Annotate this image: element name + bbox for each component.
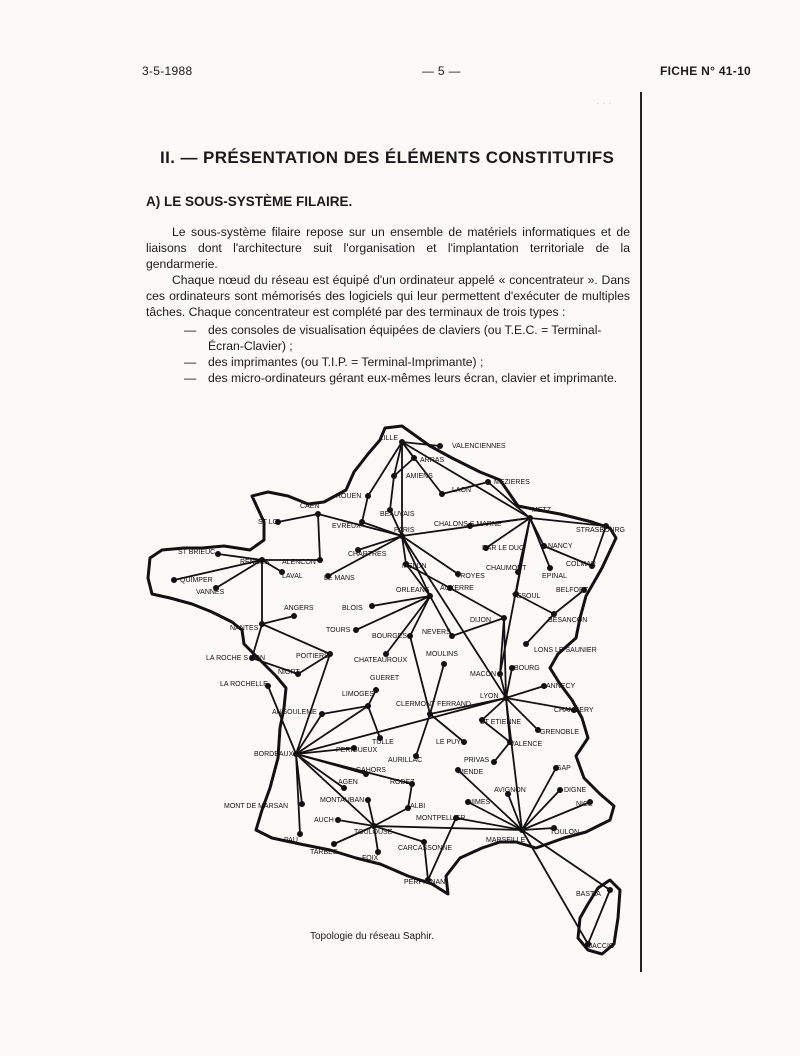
- city-label: VALENCE: [510, 741, 543, 748]
- city-label: VALENCIENNES: [452, 443, 506, 450]
- city-label: ANGOULEME: [272, 709, 317, 716]
- network-link: [278, 514, 318, 522]
- city-label: NIMES: [468, 799, 491, 806]
- city-node: [317, 557, 323, 563]
- city-node: [297, 831, 303, 837]
- city-label: BOURG: [514, 665, 540, 672]
- network-link: [268, 686, 296, 754]
- network-link: [318, 514, 320, 560]
- city-label: MONTAUBAN: [320, 797, 365, 804]
- city-label: RODEZ: [390, 779, 415, 786]
- section-title: II. — PRÉSENTATION DES ÉLÉMENTS CONSTITUTIFS: [160, 148, 615, 167]
- network-link: [494, 742, 510, 762]
- network-link: [372, 596, 430, 606]
- list-item-text: des consoles de visualisation équipées de claviers (ou T.E.C. = Terminal-Écran-Clavier) ;: [208, 323, 602, 353]
- city-label: PRIVAS: [464, 757, 490, 764]
- city-label: LE PUY: [436, 739, 461, 746]
- city-node: [501, 615, 507, 621]
- network-link: [506, 686, 544, 698]
- city-node: [319, 711, 325, 717]
- paragraph-1-text: Le sous-système filaire repose sur un ensemble de matériels informatiques et de liaisons dont l'architecture suit l'organisation et l'implantation territoriale de la gendarmerie.: [146, 225, 630, 271]
- city-label: LONS LE SAUNIER: [534, 647, 597, 654]
- city-label: AMIENS: [406, 473, 433, 480]
- network-link: [390, 476, 394, 510]
- city-label: FOIX: [362, 855, 379, 862]
- margin-rule: [640, 92, 642, 972]
- subsection-title: A) LE SOUS-SYSTÈME FILAIRE.: [146, 194, 353, 209]
- city-node: [293, 751, 299, 757]
- city-label: AURILLAC: [388, 757, 423, 764]
- city-label: TROYES: [456, 573, 485, 580]
- list-item: [184, 354, 634, 370]
- city-label: MELUN: [402, 563, 427, 570]
- network-link: [296, 654, 330, 754]
- city-label: POITIERS: [296, 653, 329, 660]
- city-label: TULLE: [372, 739, 394, 746]
- city-label: TOULON: [550, 829, 580, 836]
- city-label: BASTIA: [576, 891, 601, 898]
- city-label: BELFORT: [556, 587, 589, 594]
- city-label: QUIMPER: [180, 577, 213, 584]
- paragraph-2: [146, 272, 630, 320]
- city-label: MOULINS: [426, 651, 458, 658]
- city-label: LA ROCHE S YON: [206, 655, 266, 662]
- city-label: VESOUL: [512, 593, 541, 600]
- city-label: BORDEAUX: [254, 751, 294, 758]
- city-label: ST BRIEUC: [178, 549, 216, 556]
- city-node: [541, 543, 547, 549]
- city-node: [439, 491, 445, 497]
- city-label: RENNES: [240, 559, 270, 566]
- network-link: [506, 668, 512, 698]
- city-node: [365, 493, 371, 499]
- city-node: [437, 443, 443, 449]
- city-label: NANTES: [230, 625, 259, 632]
- city-label: ALENCON: [282, 559, 316, 566]
- network-link: [522, 830, 588, 944]
- city-node: [171, 577, 177, 583]
- city-label: GAP: [556, 765, 571, 772]
- list-item-text: des micro-ordinateurs gérant eux-mêmes leurs écran, clavier et imprimante.: [208, 371, 618, 385]
- city-node: [411, 455, 417, 461]
- network-link: [356, 596, 430, 630]
- city-node: [215, 551, 221, 557]
- network-link: [296, 754, 344, 788]
- city-label: LA ROCHELLE: [220, 681, 268, 688]
- city-node: [335, 817, 341, 823]
- city-label: MENDE: [458, 769, 484, 776]
- city-label: AVIGNON: [494, 787, 526, 794]
- city-label: DIJON: [470, 617, 491, 624]
- city-node: [461, 739, 467, 745]
- network-link: [374, 808, 408, 826]
- city-node: [503, 695, 509, 701]
- city-label: NIORT: [278, 669, 300, 676]
- city-label: AUXERRE: [440, 585, 474, 592]
- network-link: [504, 618, 506, 698]
- city-label: ANNECY: [546, 683, 576, 690]
- city-node: [365, 797, 371, 803]
- city-label: GRENOBLE: [540, 729, 579, 736]
- city-label: LYON: [480, 693, 499, 700]
- city-node: [427, 711, 433, 717]
- dash-bullet: —: [184, 371, 197, 385]
- bleed-through-text: · · ·: [596, 98, 612, 109]
- city-node: [315, 511, 321, 517]
- saphir-network-map: [140, 418, 640, 958]
- city-node: [485, 479, 491, 485]
- city-label: TOULOUSE: [354, 829, 393, 836]
- city-label: COLMAR: [566, 561, 596, 568]
- city-label: LAON: [452, 487, 472, 494]
- city-node: [547, 565, 553, 571]
- city-label: EVREUX: [332, 523, 361, 530]
- city-label: DIGNE: [564, 787, 587, 794]
- city-node: [527, 515, 533, 521]
- city-label: CHATEAUROUX: [354, 657, 408, 664]
- city-label: ANGERS: [284, 605, 314, 612]
- city-label: MACON: [470, 671, 497, 678]
- city-label: MONT DE MARSAN: [224, 803, 289, 810]
- city-label: NICE: [576, 801, 593, 808]
- city-label: GUERET: [370, 675, 400, 682]
- city-label: BAR LE DUC: [482, 545, 525, 552]
- city-label: CAHORS: [356, 767, 386, 774]
- city-label: CLERMONT FERRAND: [396, 701, 471, 708]
- city-label: VANNES: [196, 589, 225, 596]
- city-node: [291, 613, 297, 619]
- city-label: AJACCIO: [584, 943, 615, 950]
- city-label: AUCH: [314, 817, 334, 824]
- header-date: 3-5-1988: [142, 64, 193, 78]
- network-link: [386, 596, 430, 654]
- city-label: LE MANS: [324, 575, 355, 582]
- paragraph-1: [146, 224, 630, 272]
- dash-bullet: —: [184, 355, 197, 369]
- city-label: MEZIERES: [494, 479, 530, 486]
- city-label: TOURS: [326, 627, 351, 634]
- city-label: NEVERS: [422, 629, 451, 636]
- city-label: PERPIGNAN: [404, 879, 446, 886]
- list-item: [184, 370, 634, 386]
- city-label: ST ETIENNE: [480, 719, 522, 726]
- city-node: [365, 703, 371, 709]
- city-node: [491, 759, 497, 765]
- list-item-text: des imprimantes (ou T.I.P. = Terminal-Imprimante) ;: [208, 355, 484, 369]
- city-label: ROUEN: [336, 493, 362, 500]
- city-label: PERIGUEUX: [336, 747, 378, 754]
- city-label: PARIS: [394, 527, 415, 534]
- city-node: [497, 671, 503, 677]
- city-node: [523, 641, 529, 647]
- city-label: BESANCON: [548, 617, 588, 624]
- city-label: CAEN: [300, 503, 320, 510]
- city-node: [299, 801, 305, 807]
- city-label: LIMOGES: [342, 691, 374, 698]
- city-node: [407, 633, 413, 639]
- dash-bullet: —: [184, 323, 197, 337]
- city-label: ALBI: [410, 803, 426, 810]
- city-node: [353, 627, 359, 633]
- city-label: ARRAS: [420, 457, 445, 464]
- city-node: [331, 841, 337, 847]
- network-link: [488, 482, 530, 518]
- city-label: CHAUMONT: [486, 565, 527, 572]
- city-label: PAU: [284, 837, 298, 844]
- city-label: BEAUVAIS: [380, 511, 415, 518]
- city-label: METZ: [532, 507, 552, 514]
- network-link: [362, 496, 368, 522]
- network-link: [450, 588, 504, 618]
- city-label: EPINAL: [542, 573, 567, 580]
- city-label: CARCASSONNE: [398, 845, 453, 852]
- city-node: [557, 787, 563, 793]
- city-node: [441, 661, 447, 667]
- city-label: LILLE: [379, 435, 398, 442]
- city-label: ORLEANS: [396, 587, 430, 594]
- city-node: [519, 827, 525, 833]
- city-label: STRASBOURG: [576, 527, 626, 534]
- city-label: MONTPELLIER: [416, 815, 466, 822]
- city-label: CHAMBERY: [554, 707, 594, 714]
- city-label: TARBES: [310, 849, 338, 856]
- terminal-types-list: [184, 322, 634, 386]
- network-link: [262, 616, 294, 624]
- network-link: [530, 518, 550, 568]
- city-node: [391, 473, 397, 479]
- city-node: [259, 621, 265, 627]
- city-label: AGEN: [338, 779, 358, 786]
- map-caption: Topologie du réseau Saphir.: [310, 931, 434, 942]
- city-label: ST LO: [258, 519, 279, 526]
- city-label: NANCY: [548, 543, 573, 550]
- header-fiche: FICHE N° 41-10: [660, 64, 752, 78]
- header-page-number: — 5 —: [422, 64, 461, 78]
- city-label: MARSEILLE: [486, 837, 526, 844]
- city-label: LAVAL: [282, 573, 303, 580]
- city-node: [369, 603, 375, 609]
- network-link: [262, 624, 330, 654]
- city-label: BLOIS: [342, 605, 363, 612]
- city-label: CHALONS S MARNE: [434, 521, 502, 528]
- city-label: BOURGES: [372, 633, 408, 640]
- city-node: [399, 439, 405, 445]
- city-label: CHARTRES: [348, 551, 387, 558]
- network-link: [430, 714, 464, 742]
- paragraph-2-text: Chaque nœud du réseau est équipé d'un ordinateur appelé « concentrateur ». Dans ces ordinateurs sont mémorisés des logiciels qui leur permettent d'exécuter de multiples tâches. Chaque concentrateur est complété par des terminaux de trois types :: [146, 273, 630, 319]
- list-item: [184, 322, 634, 354]
- city-node: [607, 887, 613, 893]
